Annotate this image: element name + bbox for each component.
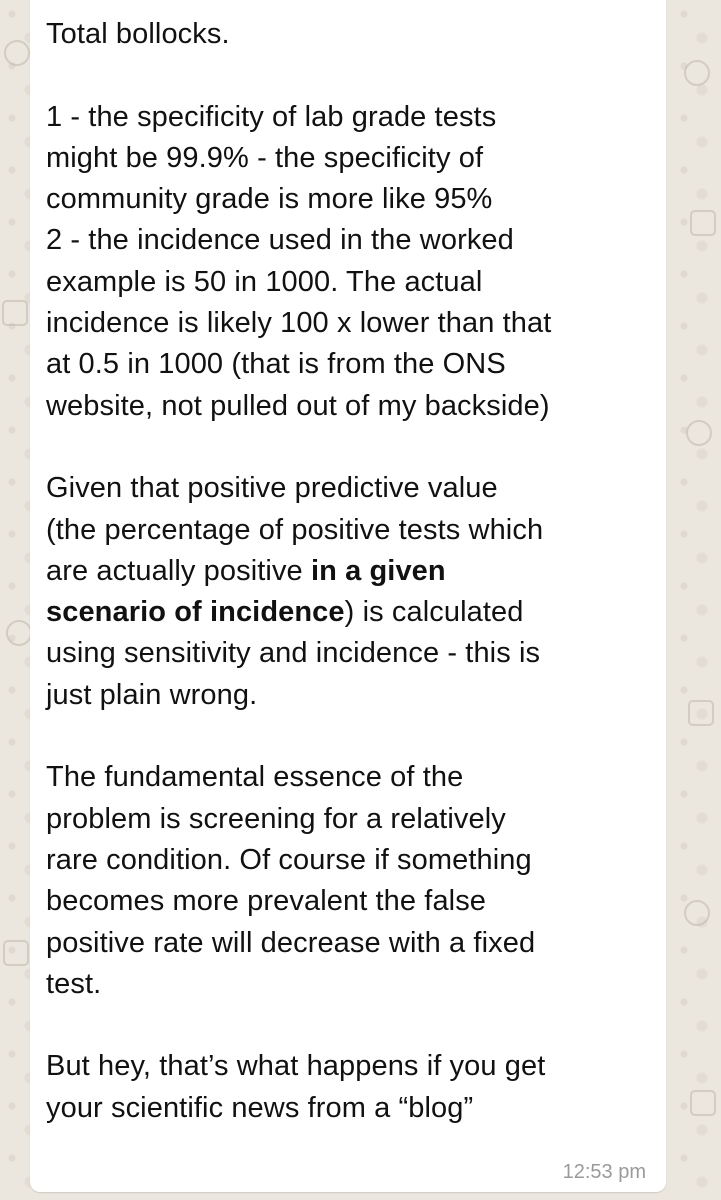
paragraph-gap	[46, 1005, 652, 1046]
bold-emphasis: scenario of incidence	[46, 596, 345, 629]
wallpaper-doodle	[690, 1090, 716, 1116]
message-fragment: are actually positive	[46, 554, 311, 587]
message-line: test.	[46, 967, 102, 1000]
paragraph-gap	[46, 716, 652, 757]
message-line: problem is screening for a relatively	[46, 802, 506, 835]
wallpaper-doodle	[6, 620, 32, 646]
message-timestamp: 12:53 pm	[562, 1161, 646, 1183]
message-bubble[interactable]	[30, 0, 666, 1192]
message-line: incidence is likely 100 x lower than that	[46, 307, 552, 340]
message-line: Given that positive predictive value	[46, 472, 498, 505]
message-paragraph	[46, 14, 652, 55]
wallpaper-doodle	[3, 940, 29, 966]
paragraph-gap	[46, 427, 652, 468]
message-line: rare condition. Of course if something	[46, 843, 532, 876]
message-line	[46, 592, 652, 633]
message-line: might be 99.9% - the specificity of	[46, 141, 484, 174]
message-paragraph	[46, 468, 652, 716]
wallpaper-doodle	[688, 700, 714, 726]
wallpaper-doodle	[4, 40, 30, 66]
message-line: Total bollocks.	[46, 18, 230, 50]
wallpaper-doodle	[684, 60, 710, 86]
message-line	[46, 551, 652, 592]
message-line: your scientific news from a “blog”	[46, 1091, 474, 1124]
message-text	[46, 14, 652, 1129]
bold-emphasis: in a given	[310, 554, 446, 587]
message-line: 1 - the specificity of lab grade tests	[46, 100, 497, 133]
message-paragraph	[46, 757, 652, 1005]
message-line: positive rate will decrease with a fixed	[46, 926, 536, 959]
message-line: example is 50 in 1000. The actual	[46, 265, 483, 298]
message-line: using sensitivity and incidence - this is	[46, 637, 541, 670]
wallpaper-doodle	[2, 300, 28, 326]
message-line: (the percentage of positive tests which	[46, 513, 544, 546]
message-paragraph	[46, 97, 652, 427]
wallpaper-doodle	[686, 420, 712, 446]
message-line: The fundamental essence of the	[46, 761, 464, 794]
paragraph-gap	[46, 55, 652, 96]
message-paragraph	[46, 1046, 652, 1129]
message-line: community grade is more like 95%	[46, 183, 493, 216]
wallpaper-doodle	[684, 900, 710, 926]
message-fragment: ) is calculated	[344, 596, 524, 629]
message-line: becomes more prevalent the false	[46, 885, 487, 918]
message-line: at 0.5 in 1000 (that is from the ONS	[46, 348, 506, 381]
message-line: 2 - the incidence used in the worked	[46, 224, 514, 257]
wallpaper-doodle	[690, 210, 716, 236]
message-line: But hey, that’s what happens if you get	[46, 1050, 546, 1083]
message-line: just plain wrong.	[46, 678, 258, 711]
message-line: website, not pulled out of my backside)	[46, 389, 550, 422]
